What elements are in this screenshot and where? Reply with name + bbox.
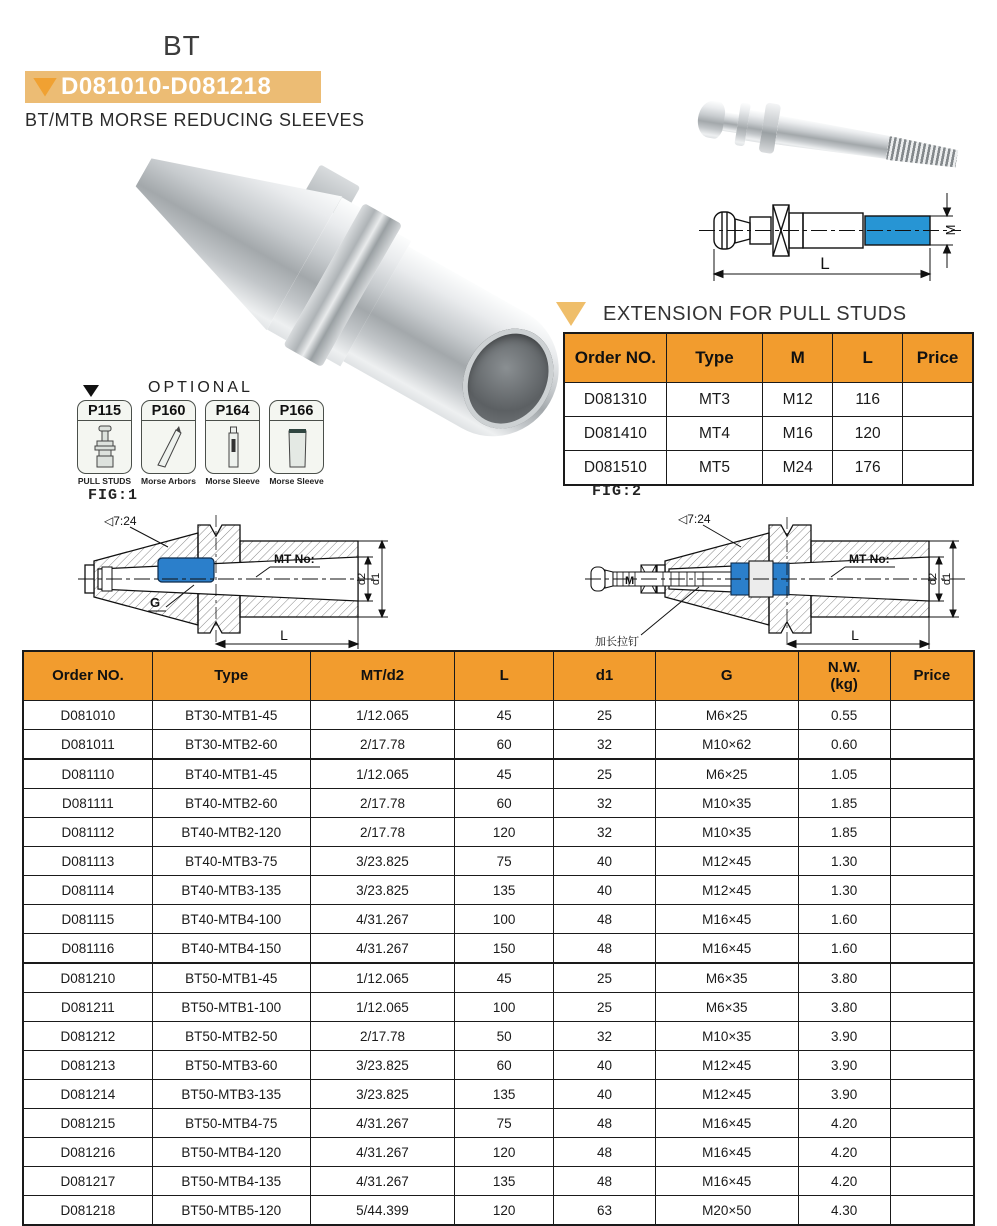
- mt-no-label: MT No:: [274, 552, 315, 566]
- table-cell: 1.30: [798, 847, 890, 876]
- table-cell: 45: [455, 963, 554, 993]
- optional-card: [141, 400, 196, 474]
- optional-card: [269, 400, 324, 474]
- optional-item-p166: [268, 400, 325, 486]
- dim-label-m: M: [943, 224, 958, 236]
- column-header: G: [655, 651, 798, 701]
- column-header: Type: [152, 651, 310, 701]
- pull-stud-body: [693, 87, 964, 190]
- table-cell: M16×45: [655, 1138, 798, 1167]
- dim-label-d1: d1: [370, 572, 382, 586]
- table-cell: [890, 963, 974, 993]
- table-cell: 2/17.78: [310, 789, 455, 818]
- table-cell: 4.30: [798, 1196, 890, 1226]
- table-cell: M6×35: [655, 963, 798, 993]
- table-cell: 0.60: [798, 730, 890, 760]
- table-cell: 3/23.825: [310, 1051, 455, 1080]
- table-cell: 1.05: [798, 759, 890, 789]
- table-cell: 63: [554, 1196, 656, 1226]
- table-cell: [890, 876, 974, 905]
- table-row: [564, 417, 973, 451]
- table-cell: 135: [455, 876, 554, 905]
- table-cell: M12×45: [655, 1051, 798, 1080]
- table-row: [23, 789, 974, 818]
- table-cell: 1.85: [798, 818, 890, 847]
- table-cell: 120: [455, 818, 554, 847]
- table-cell: 48: [554, 905, 656, 934]
- table-cell: 40: [554, 1080, 656, 1109]
- table-cell: 100: [455, 905, 554, 934]
- table-cell: M12×45: [655, 876, 798, 905]
- table-cell: 3/23.825: [310, 1080, 455, 1109]
- table-cell: 1.60: [798, 934, 890, 964]
- table-cell: M10×35: [655, 1022, 798, 1051]
- table-cell: BT50-MTB4-135: [152, 1167, 310, 1196]
- table-cell: D081215: [23, 1109, 152, 1138]
- table-cell: D081217: [23, 1167, 152, 1196]
- table-row: [23, 1138, 974, 1167]
- table-cell: 48: [554, 1138, 656, 1167]
- table-cell: BT30-MTB2-60: [152, 730, 310, 760]
- table-cell: D081216: [23, 1138, 152, 1167]
- option-code: P115: [78, 401, 131, 421]
- option-code: P166: [270, 401, 323, 421]
- table-cell: M16×45: [655, 934, 798, 964]
- fig1-technical-drawing: [70, 503, 392, 653]
- table-cell: 120: [455, 1138, 554, 1167]
- table-cell: [890, 789, 974, 818]
- dim-label-d2: d2: [927, 572, 939, 586]
- table-cell: 4.20: [798, 1138, 890, 1167]
- optional-item-p115: [76, 400, 133, 486]
- optional-card: [205, 400, 260, 474]
- fig1-label: FIG:1: [88, 487, 139, 504]
- table-row: [23, 905, 974, 934]
- fig2-label: FIG:2: [592, 483, 643, 500]
- option-label: Morse Sleeve: [269, 476, 324, 486]
- table-cell: 3/23.825: [310, 876, 455, 905]
- extended-stud-note: 加长拉钉: [595, 636, 639, 648]
- table-cell: BT40-MTB3-135: [152, 876, 310, 905]
- table-row: [23, 1022, 974, 1051]
- option-label: Morse Sleeve: [205, 476, 260, 486]
- table-cell: D081211: [23, 993, 152, 1022]
- stud-thread: [886, 136, 959, 171]
- table-cell: D081010: [23, 701, 152, 730]
- fig2-technical-drawing: [583, 503, 983, 653]
- table-cell: D081110: [23, 759, 152, 789]
- option-code: P164: [206, 401, 259, 421]
- table-cell: M24: [763, 451, 833, 486]
- table-cell: 4/31.267: [310, 1109, 455, 1138]
- table-cell: BT40-MTB2-120: [152, 818, 310, 847]
- mt-no-label: MT No:: [849, 552, 890, 566]
- table-cell: D081210: [23, 963, 152, 993]
- morse-arbor-icon: [151, 421, 187, 473]
- table-cell: 1/12.065: [310, 759, 455, 789]
- table-cell: BT40-MTB1-45: [152, 759, 310, 789]
- table-cell: 3/23.825: [310, 847, 455, 876]
- optional-section-title: OPTIONAL: [148, 379, 253, 396]
- table-cell: BT50-MTB1-100: [152, 993, 310, 1022]
- triangle-down-icon: [33, 78, 57, 97]
- table-row: [23, 818, 974, 847]
- table-cell: [903, 451, 973, 486]
- table-cell: 1/12.065: [310, 993, 455, 1022]
- table-cell: M10×35: [655, 818, 798, 847]
- table-row: [23, 993, 974, 1022]
- table-cell: 2/17.78: [310, 818, 455, 847]
- table-cell: 45: [455, 701, 554, 730]
- table-cell: 4/31.267: [310, 905, 455, 934]
- page-title: BT: [163, 30, 201, 61]
- table-cell: 3.80: [798, 963, 890, 993]
- table-cell: 48: [554, 1109, 656, 1138]
- main-spec-table: [22, 650, 975, 1226]
- table-cell: [890, 905, 974, 934]
- table-cell: [890, 730, 974, 760]
- table-cell: BT40-MTB4-100: [152, 905, 310, 934]
- table-cell: 25: [554, 701, 656, 730]
- table-cell: M16×45: [655, 905, 798, 934]
- table-cell: M6×35: [655, 993, 798, 1022]
- table-cell: 25: [554, 993, 656, 1022]
- table-cell: 4/31.267: [310, 1138, 455, 1167]
- pull-stud-icon: [87, 421, 123, 473]
- dim-label-d2: d2: [356, 572, 368, 586]
- table-cell: D081212: [23, 1022, 152, 1051]
- table-cell: 116: [833, 383, 903, 417]
- taper-ratio-label: ◁7:24: [678, 512, 711, 526]
- table-cell: D081113: [23, 847, 152, 876]
- table-cell: M12: [763, 383, 833, 417]
- stud-head: [695, 99, 727, 140]
- table-row: [23, 847, 974, 876]
- table-cell: [890, 1167, 974, 1196]
- table-cell: 4.20: [798, 1167, 890, 1196]
- table-cell: 40: [554, 1051, 656, 1080]
- table-cell: [890, 934, 974, 964]
- table-cell: 2/17.78: [310, 730, 455, 760]
- table-cell: D081510: [564, 451, 666, 486]
- table-cell: [890, 818, 974, 847]
- triangle-down-icon: [83, 385, 99, 397]
- table-cell: M12×45: [655, 847, 798, 876]
- table-cell: D081213: [23, 1051, 152, 1080]
- table-cell: D081114: [23, 876, 152, 905]
- table-cell: MT5: [666, 451, 763, 486]
- table-cell: 48: [554, 1167, 656, 1196]
- table-row: [23, 1051, 974, 1080]
- table-row: [23, 963, 974, 993]
- table-cell: BT40-MTB2-60: [152, 789, 310, 818]
- table-cell: 5/44.399: [310, 1196, 455, 1226]
- table-cell: 4/31.267: [310, 1167, 455, 1196]
- table-cell: BT50-MTB2-50: [152, 1022, 310, 1051]
- table-cell: 40: [554, 847, 656, 876]
- column-header: d1: [554, 651, 656, 701]
- table-cell: M20×50: [655, 1196, 798, 1226]
- table-cell: 120: [833, 417, 903, 451]
- table-cell: 75: [455, 1109, 554, 1138]
- table-cell: 48: [554, 934, 656, 964]
- column-header: L: [833, 333, 903, 383]
- table-row: [564, 451, 973, 486]
- table-cell: 135: [455, 1167, 554, 1196]
- table-cell: 3.80: [798, 993, 890, 1022]
- table-cell: D081116: [23, 934, 152, 964]
- table-cell: [903, 417, 973, 451]
- optional-items: [76, 400, 325, 486]
- table-row: [23, 1196, 974, 1226]
- column-header: Type: [666, 333, 763, 383]
- table-cell: 4.20: [798, 1109, 890, 1138]
- taper-ratio-label: ◁7:24: [104, 514, 137, 528]
- table-cell: 176: [833, 451, 903, 486]
- table-cell: 4/31.267: [310, 934, 455, 964]
- table-cell: 0.55: [798, 701, 890, 730]
- dim-label-m: M: [625, 575, 635, 587]
- table-cell: M12×45: [655, 1080, 798, 1109]
- table-cell: [890, 1138, 974, 1167]
- table-row: [23, 759, 974, 789]
- table-cell: MT4: [666, 417, 763, 451]
- table-cell: 1.30: [798, 876, 890, 905]
- table-cell: [890, 1022, 974, 1051]
- table-cell: [890, 993, 974, 1022]
- table-cell: MT3: [666, 383, 763, 417]
- table-cell: 32: [554, 818, 656, 847]
- column-header: Price: [890, 651, 974, 701]
- table-cell: BT40-MTB3-75: [152, 847, 310, 876]
- table-cell: D081115: [23, 905, 152, 934]
- table-row: [23, 1109, 974, 1138]
- table-cell: M10×35: [655, 789, 798, 818]
- table-cell: M10×62: [655, 730, 798, 760]
- table-cell: BT40-MTB4-150: [152, 934, 310, 964]
- table-cell: 2/17.78: [310, 1022, 455, 1051]
- table-cell: 60: [455, 789, 554, 818]
- table-cell: D081112: [23, 818, 152, 847]
- table-cell: 1/12.065: [310, 963, 455, 993]
- table-cell: 3.90: [798, 1051, 890, 1080]
- table-row: [23, 1080, 974, 1109]
- table-cell: 1.60: [798, 905, 890, 934]
- table-cell: [890, 1051, 974, 1080]
- table-cell: 135: [455, 1080, 554, 1109]
- dim-label-l: L: [280, 627, 288, 643]
- table-cell: D081011: [23, 730, 152, 760]
- table-cell: D081111: [23, 789, 152, 818]
- table-cell: BT50-MTB3-60: [152, 1051, 310, 1080]
- table-cell: 60: [455, 730, 554, 760]
- extension-table: [563, 332, 974, 486]
- table-cell: 40: [554, 876, 656, 905]
- table-row: [564, 383, 973, 417]
- table-cell: 25: [554, 759, 656, 789]
- table-cell: D081310: [564, 383, 666, 417]
- column-header: M: [763, 333, 833, 383]
- table-row: [23, 730, 974, 760]
- table-cell: 3.90: [798, 1022, 890, 1051]
- dim-label-l: L: [851, 627, 859, 643]
- column-header: Order NO.: [23, 651, 152, 701]
- table-cell: M6×25: [655, 701, 798, 730]
- table-cell: 45: [455, 759, 554, 789]
- table-cell: BT50-MTB1-45: [152, 963, 310, 993]
- table-cell: [890, 759, 974, 789]
- table-cell: 60: [455, 1051, 554, 1080]
- pull-stud-photo: [698, 90, 966, 170]
- table-cell: 32: [554, 789, 656, 818]
- table-cell: 32: [554, 730, 656, 760]
- table-row: [23, 1167, 974, 1196]
- table-cell: 50: [455, 1022, 554, 1051]
- table-cell: BT50-MTB3-135: [152, 1080, 310, 1109]
- table-row: [23, 876, 974, 905]
- main-table-header-row: [23, 651, 974, 701]
- table-cell: [890, 701, 974, 730]
- dim-label-l: L: [820, 254, 830, 273]
- table-cell: 150: [455, 934, 554, 964]
- stud-shaft: [775, 116, 890, 162]
- table-cell: BT50-MTB5-120: [152, 1196, 310, 1226]
- column-header: L: [455, 651, 554, 701]
- morse-sleeve-icon: [279, 421, 315, 473]
- morse-sleeve-icon: [215, 421, 251, 473]
- table-cell: [890, 1196, 974, 1226]
- table-cell: 75: [455, 847, 554, 876]
- table-cell: 100: [455, 993, 554, 1022]
- table-cell: [890, 1109, 974, 1138]
- column-header: N.W. (kg): [798, 651, 890, 701]
- option-label: PULL STUDS: [77, 476, 132, 486]
- table-cell: M16×45: [655, 1167, 798, 1196]
- table-cell: D081214: [23, 1080, 152, 1109]
- column-header: Order NO.: [564, 333, 666, 383]
- range-banner-text: D081010-D081218: [61, 73, 272, 100]
- table-cell: 120: [455, 1196, 554, 1226]
- table-cell: [890, 847, 974, 876]
- table-cell: 32: [554, 1022, 656, 1051]
- optional-card: [77, 400, 132, 474]
- dim-label-d1: d1: [941, 572, 953, 586]
- table-cell: D081410: [564, 417, 666, 451]
- table-cell: 1.85: [798, 789, 890, 818]
- table-cell: 25: [554, 963, 656, 993]
- column-header: MT/d2: [310, 651, 455, 701]
- morse-bore: [445, 312, 571, 445]
- table-cell: 1/12.065: [310, 701, 455, 730]
- table-cell: BT50-MTB4-120: [152, 1138, 310, 1167]
- optional-item-p164: [204, 400, 261, 486]
- option-code: P160: [142, 401, 195, 421]
- product-subtitle: BT/MTB MORSE REDUCING SLEEVES: [25, 110, 365, 130]
- table-cell: BT50-MTB4-75: [152, 1109, 310, 1138]
- table-cell: M6×25: [655, 759, 798, 789]
- table-cell: BT30-MTB1-45: [152, 701, 310, 730]
- table-cell: [903, 383, 973, 417]
- table-row: [23, 934, 974, 964]
- option-label: Morse Arbors: [141, 476, 196, 486]
- range-banner: [25, 71, 321, 103]
- table-cell: 3.90: [798, 1080, 890, 1109]
- pull-stud-dimension-drawing: [697, 183, 982, 298]
- extension-table-header-row: [564, 333, 973, 383]
- table-cell: M16×45: [655, 1109, 798, 1138]
- column-header: Price: [903, 333, 973, 383]
- table-cell: D081218: [23, 1196, 152, 1226]
- g-thread-label: G: [150, 595, 161, 610]
- extension-section-title: EXTENSION FOR PULL STUDS: [603, 303, 907, 325]
- table-row: [23, 701, 974, 730]
- table-cell: [890, 1080, 974, 1109]
- table-cell: M16: [763, 417, 833, 451]
- optional-item-p160: [140, 400, 197, 486]
